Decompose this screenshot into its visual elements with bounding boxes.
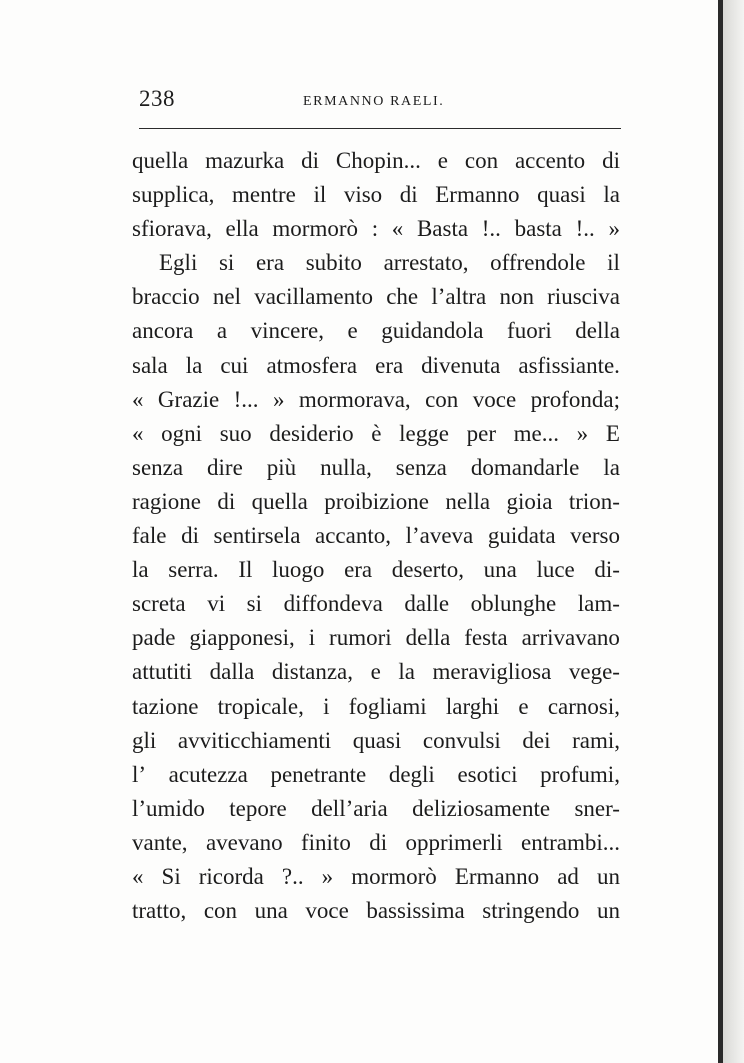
word: l’ [132,761,147,787]
word: ricorda [198,863,264,889]
word: Ermanno [454,863,540,889]
word: quasi [352,727,402,753]
scan-margin [723,0,744,1063]
word: l’altra [431,284,487,310]
word: non [499,284,534,310]
word: vi [207,591,226,617]
text-line [132,246,620,280]
text-line [132,144,620,178]
word: » [576,420,589,446]
word: profumi, [540,761,620,787]
word: tratto, [132,898,187,924]
word: fale [132,523,167,549]
text-line [132,451,620,485]
word: voce [305,898,349,924]
word: sala [132,352,168,378]
word: ?.. [281,863,304,889]
word: tepore [229,795,287,821]
word: la [132,557,149,583]
word: e [370,659,381,685]
word: che [386,284,419,310]
word: oblunghe [470,591,557,617]
text-line [132,485,620,519]
text-line [132,655,620,689]
word: acutezza [168,761,248,787]
word: ad [557,863,579,889]
word: E [605,420,620,446]
word: mormorò [272,216,359,242]
text-line [132,860,620,894]
word: viso [343,182,383,208]
word: un [596,863,620,889]
word: !.. [575,216,595,242]
word: dire [207,454,243,480]
word: « [391,216,404,242]
word: Egli [159,250,198,276]
word: !... [233,386,259,412]
word: di [369,829,388,855]
word: vege- [568,659,620,685]
word: meravigliosa [432,659,552,685]
text-line [132,417,620,451]
text-line [132,314,620,348]
word: me... [513,420,560,446]
word: avviticchiamenti [177,727,332,753]
word: subito [305,250,362,276]
word: finito [300,829,351,855]
word: ragione [132,488,201,514]
word: e [437,148,448,173]
word: basta [514,216,562,242]
word: accanto, [315,523,391,549]
text-line [132,724,620,758]
word: sfiorava, [132,216,212,242]
text-line [132,621,620,655]
word: braccio [132,284,200,310]
word: voce [472,386,517,412]
page-number: 238 [139,86,175,111]
word: larghi [445,693,500,719]
word: ogni [161,420,203,446]
word: quella [132,148,189,173]
word: accento [514,148,586,173]
running-title: ERMANNO RAELI. [303,94,445,109]
text-line [132,553,620,587]
word: legge [399,420,449,446]
word: Ermanno [435,182,520,208]
word: diffondeva [283,591,383,617]
word: lam- [577,591,620,617]
word: ella [225,216,259,242]
header-rule [139,128,621,129]
word: « [132,863,144,889]
word: profonda; [530,386,620,412]
word: atmosfera [266,352,358,378]
word: rumori [329,625,392,651]
text-line [132,826,620,860]
word: Si [161,863,181,889]
word: deserto, [391,557,464,583]
body-text [132,144,620,928]
word: il [607,250,620,276]
word: vincere, [250,318,325,344]
word: i [323,693,330,719]
word: per [466,420,496,446]
text-line [132,894,620,928]
word: proibizione [324,488,429,514]
word: di [399,182,418,208]
word: di [217,488,236,514]
word: opprimerli [405,829,503,855]
word: penetrante [270,761,367,787]
word: con [425,386,459,412]
word: Il [238,557,253,583]
word: era [255,250,285,276]
word: sentirsela [213,523,301,549]
word: dell’aria [311,795,388,821]
word: di- [594,557,620,583]
word: riusciva [547,284,620,310]
word: carnosi, [547,693,620,719]
word: luogo [272,557,325,583]
word: guidata [487,523,556,549]
word: Basta [416,216,469,242]
word: la [185,352,203,378]
word: » [272,386,285,412]
word: : [371,216,379,242]
word: Chopin... [335,148,421,173]
word: Grazie [157,386,220,412]
word: la [603,182,620,208]
word: fogliami [348,693,427,719]
word: della [405,625,451,651]
word: festa [464,625,508,651]
text-line [132,587,620,621]
word: avevano [205,829,283,855]
text-line [132,519,620,553]
word: desiderio [269,420,354,446]
word: deliziosamente [412,795,551,821]
word: stringendo [482,898,580,924]
word: quasi [537,182,586,208]
word: bassissima [366,898,465,924]
text-line [132,758,620,792]
word: la [398,659,415,685]
word: domandarle [470,454,580,480]
word: » [321,863,334,889]
word: mazurka [205,148,285,173]
word: ancora [132,318,194,344]
word: e [518,693,529,719]
word: mentre [232,182,296,208]
word: i [308,625,316,651]
word: mormorava, [298,386,411,412]
word: l’aveva [405,523,474,549]
word: tazione [132,693,199,719]
word: dalla [209,659,255,685]
word: gli [132,727,157,753]
word: è [371,420,382,446]
word: mormorò [351,863,437,889]
word: dei [522,727,551,753]
word: vacillamento [254,284,373,310]
word: nel [212,284,241,310]
word: vante, [132,829,188,855]
word: nulla, [320,454,372,480]
word: si [218,250,235,276]
word: il [313,182,327,208]
word: un [596,898,620,924]
word: screta [132,591,186,617]
word: gioia [506,488,553,514]
word: entrambi... [520,829,620,855]
text-line [132,690,620,724]
text-line [132,280,620,314]
word: giapponesi, [189,625,295,651]
word: « [132,420,144,446]
word: di [301,148,320,173]
word: guidandola [381,318,484,344]
word: con [464,148,499,173]
word: asfissiante. [518,352,620,378]
word: quella [251,488,308,514]
word: verso [570,523,620,549]
word: dalle [404,591,450,617]
word: pade [132,625,176,651]
word: senza [395,454,447,480]
word: una [483,557,517,583]
word: con [203,898,238,924]
word: suo [219,420,252,446]
word: serra. [168,557,219,583]
word: cui [220,352,249,378]
word: senza [132,454,184,480]
word: di [602,148,620,173]
word: fuori [507,318,552,344]
word: era [375,352,404,378]
word: la [603,454,620,480]
word: degli [388,761,435,787]
word: l’umido [132,795,205,821]
word: arrestato, [383,250,469,276]
word: trion- [568,488,620,514]
word: a [216,318,228,344]
page-header [139,86,623,116]
word: sner- [574,795,620,821]
word: esotici [457,761,518,787]
word: una [254,898,288,924]
word: e [347,318,358,344]
word: nella [445,488,491,514]
word: attutiti [132,659,193,685]
word: luce [536,557,575,583]
word: !.. [481,216,501,242]
text-line [132,383,620,417]
text-line [132,349,620,383]
word: divenuta [421,352,501,378]
word: » [608,216,620,242]
word: rami, [572,727,620,753]
text-line [132,178,620,212]
word: si [246,591,262,617]
word: convulsi [422,727,501,753]
word: arrivavano [521,625,620,651]
word: supplica, [132,182,215,208]
word: della [575,318,620,344]
word: di [181,523,199,549]
word: distanza, [271,659,353,685]
word: era [344,557,373,583]
word: offrendole [490,250,586,276]
text-line [132,212,620,246]
word: tropicale, [217,693,304,719]
word: più [266,454,297,480]
word: « [132,386,144,412]
text-line [132,792,620,826]
